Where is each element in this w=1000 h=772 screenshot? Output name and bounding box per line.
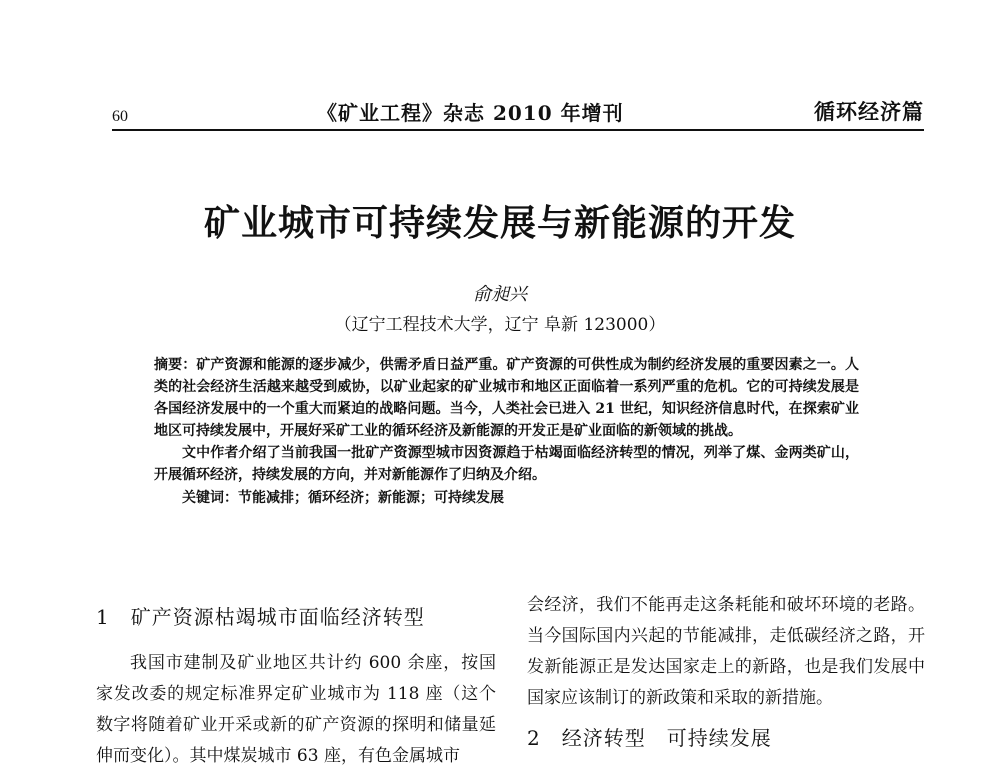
section-1-paragraph: 我国市建制及矿业地区共计约 600 余座，按国家发改委的规定标准界定矿业城市为 118 座（这个数字将随着矿业开采或新的矿产资源的探明和储量延伸而变化）。其中煤炭城市 63 座，有色金属城市 xyxy=(96,653,496,766)
section-label: 循环经济篇 xyxy=(814,99,924,124)
keywords xyxy=(154,487,859,509)
keywords-text: 节能减排；循环经济；新能源；可持续发展 xyxy=(238,490,504,506)
continuation-paragraph: 会经济，我们不能再走这条耗能和破坏环境的老路。当今国际国内兴起的节能减排，走低碳经济之路，开发新能源正是发达国家走上的新路，也是我们发展中国家应该制订的新政策和采取的新措施。 xyxy=(527,595,925,708)
section-2-heading: 2 经济转型 可持续发展 xyxy=(527,726,772,750)
keywords-label: 关键词： xyxy=(182,490,238,506)
left-column xyxy=(96,602,496,772)
abstract-text-1: 矿产资源和能源的逐步减少，供需矛盾日益严重。矿产资源的可供性成为制约经济发展的重要因素之一。人类的社会经济生活越来越受到威协，以矿业起家的矿业城市和地区正面临着一系列严重的危机。它的可持续发展是各国经济发展中的一个重大而紧迫的战略问题。当今，人类社会已进入 21 世纪，知识经济信息时代，在探索矿业地区可持续发展中，开展好采矿工业的循环经济及新能源的开发正是矿业面临的新领域的挑战。 xyxy=(154,357,860,439)
abstract-label: 摘要： xyxy=(154,357,197,373)
abstract-paragraph-2: 文中作者介绍了当前我国一批矿产资源型城市因资源趋于枯竭面临经济转型的情况，列举了煤、金两类矿山，开展循环经济，持续发展的方向，并对新能源作了归纳及介绍。 xyxy=(154,445,859,483)
running-header xyxy=(112,90,924,130)
right-column xyxy=(527,590,925,769)
page-number: 60 xyxy=(112,108,128,125)
article-title: 矿业城市可持续发展与新能源的开发 xyxy=(203,202,796,244)
author-affiliation: （辽宁工程技术大学，辽宁 阜新 123000） xyxy=(334,315,666,335)
abstract xyxy=(154,354,859,509)
header-rule xyxy=(112,129,924,131)
journal-title: 《矿业工程》杂志 2010 年增刊 xyxy=(317,101,624,125)
author-name: 俞昶兴 xyxy=(473,284,527,305)
abstract-paragraph-1 xyxy=(154,354,859,442)
section-1-heading: 1 矿产资源枯竭城市面临经济转型 xyxy=(96,605,425,629)
